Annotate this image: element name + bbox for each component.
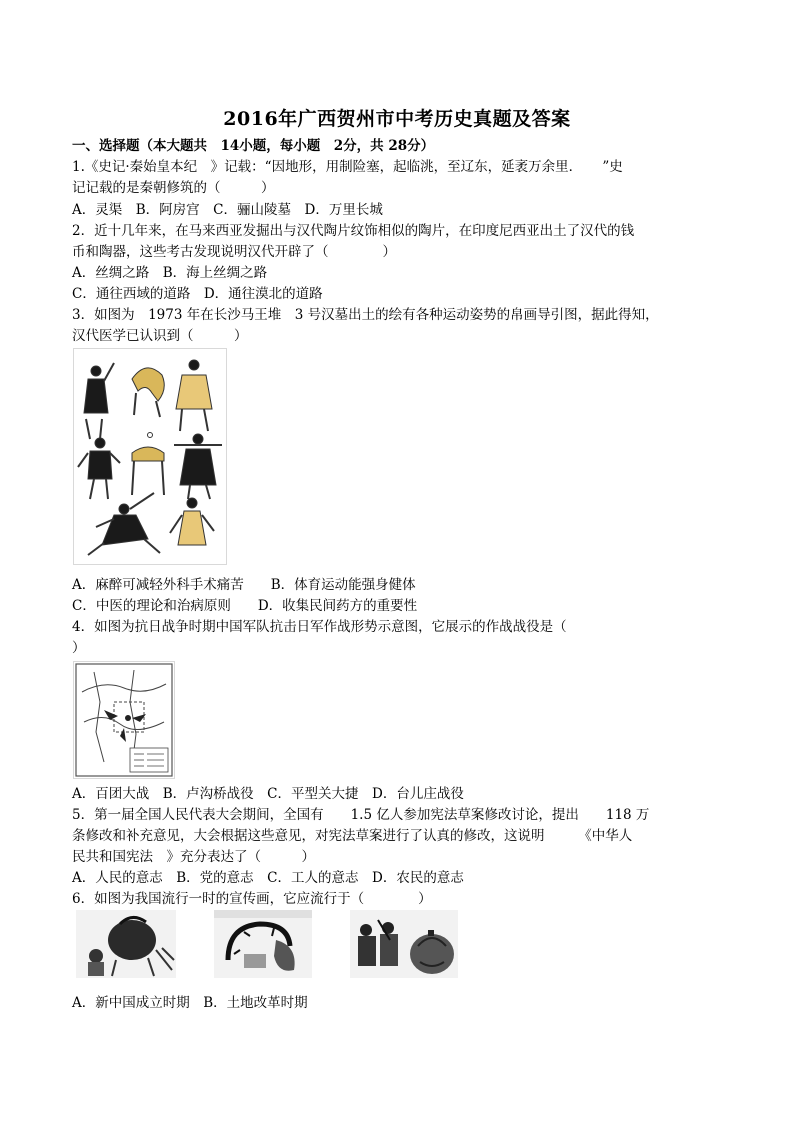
- q3-options-1: A．麻醉可减轻外科手术痛苦 B．体育运动能强身健体: [72, 577, 416, 593]
- q2-options-2: C．通往西域的道路 D．通往漠北的道路: [72, 286, 323, 302]
- q5-options: A．人民的意志 B．党的意志 C．工人的意志 D．农民的意志: [72, 870, 464, 886]
- q5-line-1: 5．第一届全国人民代表大会期间，全国有 1.5 亿人参加宪法草案修改讨论，提出 118 万: [72, 807, 650, 823]
- q3-line-2: 汉代医学已认识到（ ）: [72, 328, 248, 344]
- q4-line-2: ）: [72, 640, 86, 656]
- page-title: 2016年广西贺州市中考历史真题及答案: [223, 108, 571, 130]
- daoyin-painting-figure: [73, 348, 227, 565]
- poster-image-2: [214, 910, 312, 978]
- q3-line-1: 3．如图为 1973 年在长沙马王堆 3 号汉墓出土的绘有各种运动姿势的帛画导引图，据此得知，: [72, 307, 659, 323]
- poster-image-1: [76, 910, 176, 978]
- q6-options: A．新中国成立时期 B．土地改革时期: [72, 995, 308, 1011]
- section-heading: 一、选择题（本大题共 14小题，每小题 2分，共 28分）: [72, 138, 435, 154]
- q1-line-2: 记记载的是秦朝修筑的（ ）: [72, 180, 275, 196]
- q5-line-2: 条修改和补充意见，大会根据这些意见，对宪法草案进行了认真的修改，这说明 《中华人: [72, 828, 633, 844]
- q4-line-1: 4．如图为抗日战争时期中国军队抗击日军作战形势示意图，它展示的作战战役是（: [72, 619, 567, 635]
- q1-line-1: 1.《史记·秦始皇本纪 》记载：“因地形，用制险塞，起临洮，至辽东，延袤万余里． ”史: [72, 159, 623, 175]
- q4-options: A．百团大战 B．卢沟桥战役 C．平型关大捷 D．台儿庄战役: [72, 786, 464, 802]
- q2-line-1: 2．近十几年来，在马来西亚发掘出与汉代陶片纹饰相似的陶片，在印度尼西亚出土了汉代的钱: [72, 223, 635, 239]
- battle-map-figure: [73, 661, 175, 779]
- q2-line-2: 币和陶器，这些考古发现说明汉代开辟了（ ）: [72, 244, 396, 260]
- q1-options: A．灵渠 B．阿房宫 C．骊山陵墓 D．万里长城: [72, 202, 383, 218]
- q5-line-3: 民共和国宪法 》充分表达了（ ）: [72, 849, 315, 865]
- poster-image-3: [350, 910, 458, 978]
- q3-options-2: C．中医的理论和治病原则 D．收集民间药方的重要性: [72, 598, 418, 614]
- q2-options-1: A．丝绸之路 B．海上丝绸之路: [72, 265, 268, 281]
- q6-line-1: 6．如图为我国流行一时的宣传画，它应流行于（ ）: [72, 891, 432, 907]
